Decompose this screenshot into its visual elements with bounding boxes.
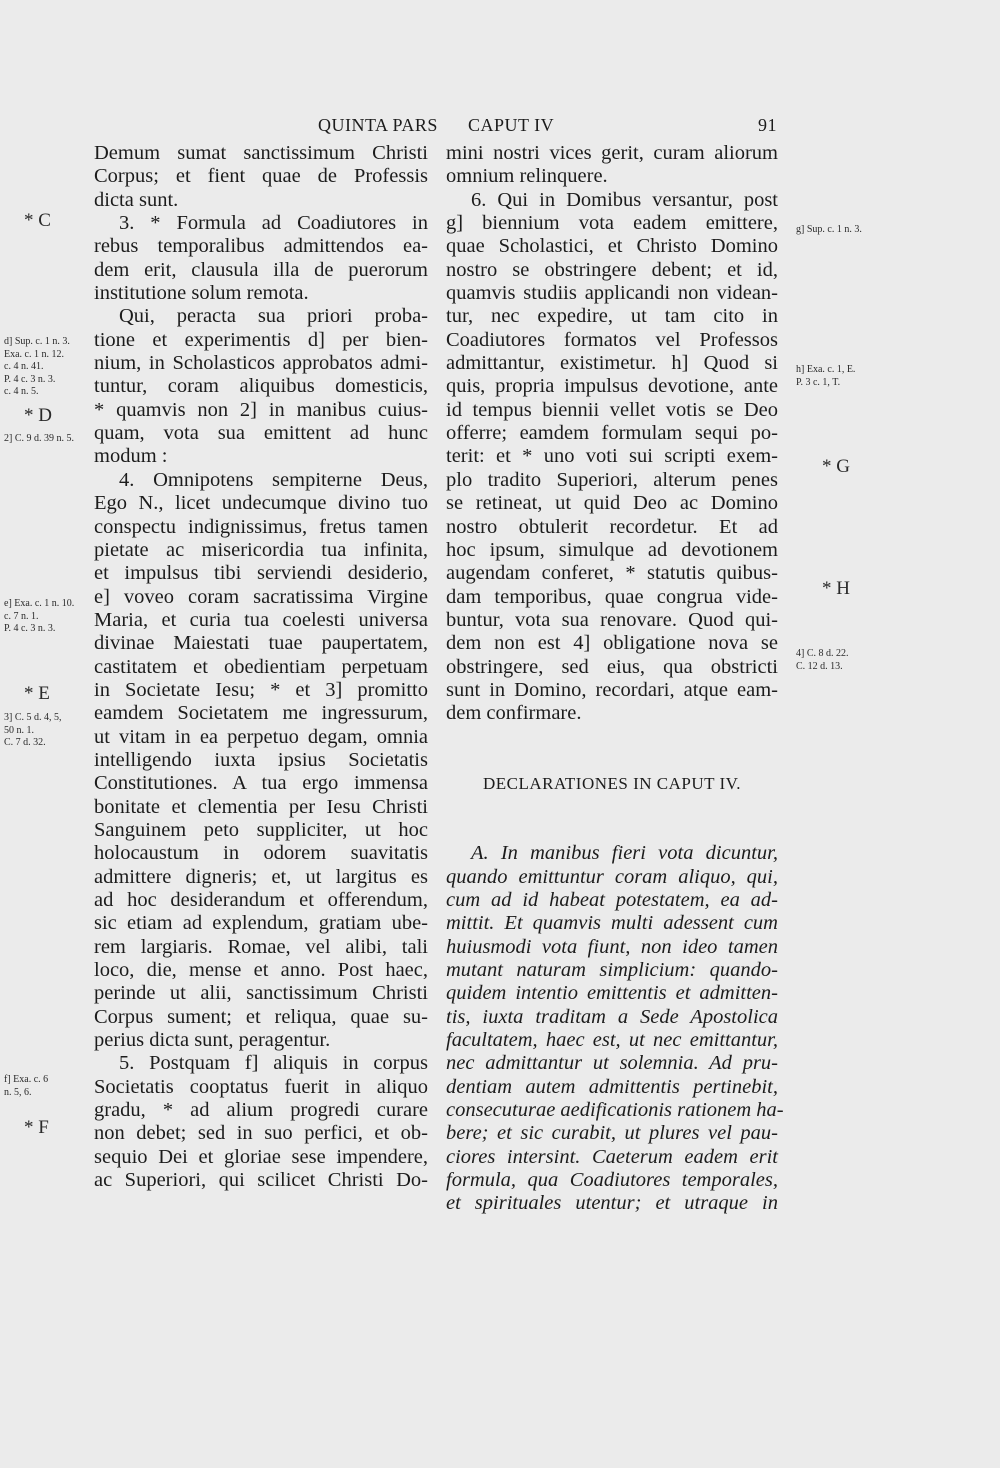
text-line: formula, qua Coadiutores temporales, [446,1169,778,1192]
right-text-column [446,142,784,1216]
text-line: nec admittantur ut solemnia. Ad pru- [446,1052,778,1075]
text-line: sequio Dei et gloriae sese impendere, [94,1145,428,1168]
text-line: quam, vota sua emittent ad hunc [94,422,428,445]
text-line: in Societate Iesu; * et 3] promitto [94,678,428,701]
text-line: bere; et sic curabit, ut plures vel pau- [446,1122,778,1145]
text-line: eamdem Societatem me ingressurum, [94,702,428,725]
blank-line [446,726,778,749]
text-line: admittere digneris; et, ut largitus es [94,865,428,888]
blank-line [446,749,778,772]
text-line: consecuturae aedificationis rationem ha- [446,1099,784,1122]
text-line: sic etiam ad explendum, gratiam ube- [94,912,428,935]
text-line: Sanguinem peto suppliciter, ut hoc [94,818,428,841]
margin-star-e: * E [24,683,50,704]
text-line: et spirituales utentur; et utraque in [446,1192,778,1215]
text-line: modum : [94,445,168,468]
text-line: mutant naturam simplicium: quando- [446,959,778,982]
margin-note-e: e] Exa. c. 1 n. 10. c. 7 n. 1. P. 4 c. 3 n. 3. [4,598,75,634]
text-line: quamvis studiis applicandi non videan- [446,282,778,305]
text-line: non debet; sed in suo perfici, et ob- [94,1122,428,1145]
text-line: 3. * Formula ad Coadiutores in [119,212,428,235]
text-line: dem erit, clausula illa de puerorum [94,258,428,281]
blank-line [446,796,778,819]
text-line: A. In manibus fieri vota dicuntur, [471,842,778,865]
text-line: Societatis cooptatus fuerit in aliquo [94,1075,428,1098]
text-line: ad hoc desiderandum et offerendum, [94,889,428,911]
text-line: tur, nec expedire, ut tam cito in [446,305,778,328]
text-line: ciores intersint. Caeterum eadem erit [446,1145,778,1168]
section-heading: DECLARATIONES IN CAPUT IV. [483,774,741,794]
text-line: quae Scholastici, et Christo Domino [446,235,778,258]
text-line: tuntur, coram aliquibus domesticis, [94,375,428,398]
text-line: nium, in Scholasticos approbatos admi- [94,352,428,375]
text-line: rem largiaris. Romae, vel alibi, tali [94,935,428,958]
text-line: g] biennium vota eadem emittere, [446,212,778,235]
text-line: sunt in Domino, recordari, atque eam- [446,678,778,701]
text-line: * quamvis non 2] in manibus cuius- [94,398,428,421]
text-line: Maria, et curia tua coelesti universa [94,608,428,631]
text-line: ut vitam in ea perpetuo degam, omnia [94,725,428,748]
text-line: quando emittuntur coram aliquo, qui, [446,865,778,888]
text-line: 5. Postquam f] aliquis in corpus [119,1052,428,1075]
text-line: loco, die, mense et anno. Post haec, [94,959,428,982]
margin-note-d: d] Sup. c. 1 n. 3. Exa. c. 1 n. 12. c. 4 n. 41. P. 4 c. 3 n. 3. c. 4 n. 5. [4,336,70,397]
margin-star-g: * G [822,456,850,477]
text-line: perinde ut alii, sanctissimum Christi [94,982,428,1005]
text-line: intelligendo iuxta ipsius Societatis [94,748,428,771]
text-line: facultatem, haec est, ut nec emittantur, [446,1029,778,1052]
text-line: admittantur, existimetur. h] Quod si [446,352,778,375]
text-line: ac Superiori, qui scilicet Christi Do- [94,1169,428,1192]
text-line: quis, propria impulsus devotione, ante [446,375,778,398]
text-line: bonitate et clementia per Iesu Christi [94,795,428,818]
text-line: dem confirmare. [446,702,582,725]
margin-star-h: * H [822,578,850,599]
text-line: cum ad id habeat potestatem, ea ad- [446,889,778,911]
running-head-center: CAPUT IV [468,115,555,135]
text-line: tione et experimentis d] per bien- [94,328,428,351]
text-line: dentiam autem admittentis pertinebit, [446,1075,778,1098]
text-line: plo tradito Superiori, alterum penes [446,468,778,491]
text-line: et impulsus tibi serviendi desiderio, [94,562,428,585]
margin-star-d: * D [24,405,52,426]
margin-note-3: 3] C. 5 d. 4, 5, 50 n. 1. C. 7 d. 32. [4,712,62,748]
text-line: e] voveo coram sacratissima Virgine [94,585,428,608]
text-line: institutione solum remota. [94,282,309,305]
text-line: omnium relinquere. [446,165,608,188]
margin-note-h: h] Exa. c. 1, E. P. 3 c. 1, T. [796,364,856,388]
text-line: offerre; eamdem formulam sequi po- [446,422,778,445]
text-line: rebus temporalibus admittendos ea- [94,235,428,258]
text-line: Qui, peracta sua priori proba- [119,305,428,328]
text-line: pietate ac misericordia tua infinita, [94,538,428,561]
text-line: Demum sumat sanctissimum Christi [94,142,428,164]
text-line: Coadiutores formatos vel Professos [446,328,778,351]
text-line: dem non est 4] obligatione nova se [446,632,778,655]
text-line: tis, iuxta traditam a Sede Apostolica [446,1005,778,1028]
text-line: 4. Omnipotens sempiterne Deus, [119,468,428,491]
margin-note-4: 4] C. 8 d. 22. C. 12 d. 13. [796,648,849,672]
text-line: Constitutiones. A tua ergo immensa [94,772,428,795]
text-line: obstringere, sed eius, qua obstricti [446,655,778,678]
text-line: buntur, vota sua renovare. Quod qui- [446,608,778,631]
text-line: Corpus; et fient quae de Professis [94,165,428,188]
text-line: conspectu indignissimus, fretus tamen [94,515,428,538]
text-line: terit: et * uno voti sui scripti exem- [446,445,778,468]
blank-line [446,819,778,842]
margin-note-2: 2] C. 9 d. 39 n. 5. [4,433,74,444]
text-line: se retineat, ut quid Deo ac Domino [446,492,778,515]
text-line: id tempus biennii vellet votis se Deo [446,398,778,421]
text-line: perius dicta sunt, peragentur. [94,1029,331,1052]
text-line: dicta sunt. [94,188,179,211]
text-line: Ego N., licet undecumque divino tuo [94,492,428,515]
text-line: hoc ipsum, simulque ad devotionem [446,538,778,561]
text-line: quidem intentio emittentis et admitten- [446,982,778,1005]
text-line: gradu, * ad alium progredi curare [94,1099,428,1122]
text-line: nostro se obstringere debent; et id, [446,258,778,281]
text-line: mittit. Et quamvis multi adessent cum [446,912,778,935]
page-number: 91 [758,115,777,135]
text-line: dam temporibus, quae congrua vide- [446,585,778,608]
margin-note-g: g] Sup. c. 1 n. 3. [796,224,862,235]
left-text-column [94,142,428,1192]
text-line: 6. Qui in Domibus versantur, post [471,188,778,211]
margin-star-c: * C [24,210,51,231]
running-head-left: QUINTA PARS [318,115,438,135]
text-line: augendam conferet, * statutis quibus- [446,562,778,585]
text-line: divinae Maiestati tuae paupertatem, [94,632,428,655]
text-line: Corpus sument; et reliqua, quae su- [94,1005,428,1028]
text-line: castitatem et obedientiam perpetuam [94,655,428,678]
margin-note-f: f] Exa. c. 6 n. 5, 6. [4,1074,49,1098]
text-line: mini nostri vices gerit, curam aliorum [446,142,778,164]
text-line: nostro obtulerit recordetur. Et ad [446,515,778,538]
margin-star-f: * F [24,1117,49,1138]
text-line: holocaustum in odorem suavitatis [94,842,428,865]
text-line: huiusmodi vota fiunt, non ideo tamen [446,935,778,958]
